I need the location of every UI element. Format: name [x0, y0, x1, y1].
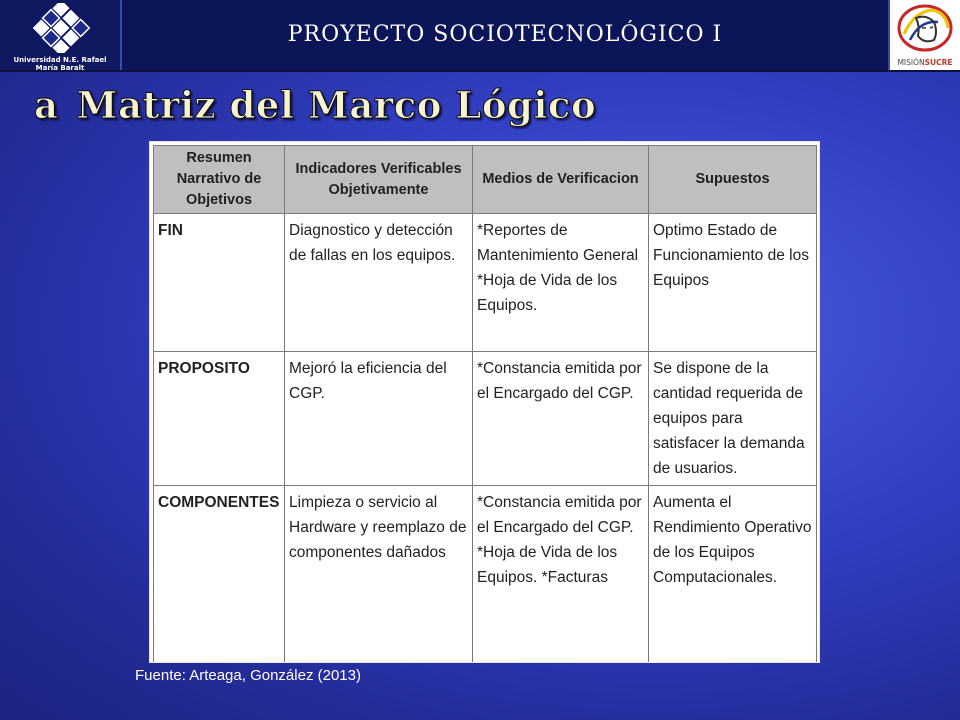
university-caption: Universidad N.E. Rafael María Baralt: [13, 56, 107, 72]
sucre-portrait-icon: [890, 0, 960, 54]
header-title: PROYECTO SOCIOTECNOLÓGICO I: [287, 22, 723, 47]
source-citation: Fuente: Arteaga, González (2013): [135, 667, 361, 684]
table-row: [154, 352, 817, 486]
table-cell: Limpieza o servicio al Hardware y reemplazo de componentes dañados: [285, 486, 473, 664]
table-cell: *Constancia emitida por el Encargado del CGP. *Hoja de Vida de los Equipos. *Facturas: [473, 486, 649, 664]
slide-title-bullet: a: [34, 83, 59, 127]
table-cell: *Reportes de Mantenimiento General *Hoja de Vida de los Equipos.: [473, 214, 649, 352]
table-cell: Aumenta el Rendimiento Operativo de los Equipos Computacionales.: [649, 486, 817, 664]
slide-title: [34, 83, 596, 127]
table-header-cell: Medios de Verificacion: [473, 146, 649, 214]
mision-sucre-caption: MISIÓNSUCRE: [897, 58, 953, 67]
table-cell: Diagnostico y detección de fallas en los equipos.: [285, 214, 473, 352]
university-logo: [0, 0, 122, 70]
table-cell: Mejoró la eficiencia del CGP.: [285, 352, 473, 486]
row-label: FIN: [154, 214, 285, 352]
table-cell: *Constancia emitida por el Encargado del CGP.: [473, 352, 649, 486]
table-header-cell: Resumen Narrativo de Objetivos: [154, 146, 285, 214]
table-row: [154, 486, 817, 664]
logical-framework-table-frame: [149, 141, 820, 663]
slide-title-text: Matriz del Marco Lógico: [76, 83, 597, 127]
table-header-cell: Supuestos: [649, 146, 817, 214]
logical-framework-table: [153, 145, 817, 663]
mision-sucre-logo: [888, 0, 960, 70]
header-bar: [0, 0, 960, 72]
table-cell: Se dispone de la cantidad requerida de equipos para satisfacer la demanda de usuarios.: [649, 352, 817, 486]
university-emblem-icon: [28, 3, 94, 53]
row-label: PROPOSITO: [154, 352, 285, 486]
table-header-row: [154, 146, 817, 214]
table-cell: Optimo Estado de Funcionamiento de los Equipos: [649, 214, 817, 352]
table-row: [154, 214, 817, 352]
table-header-cell: Indicadores Verificables Objetivamente: [285, 146, 473, 214]
row-label: COMPONENTES: [154, 486, 285, 664]
